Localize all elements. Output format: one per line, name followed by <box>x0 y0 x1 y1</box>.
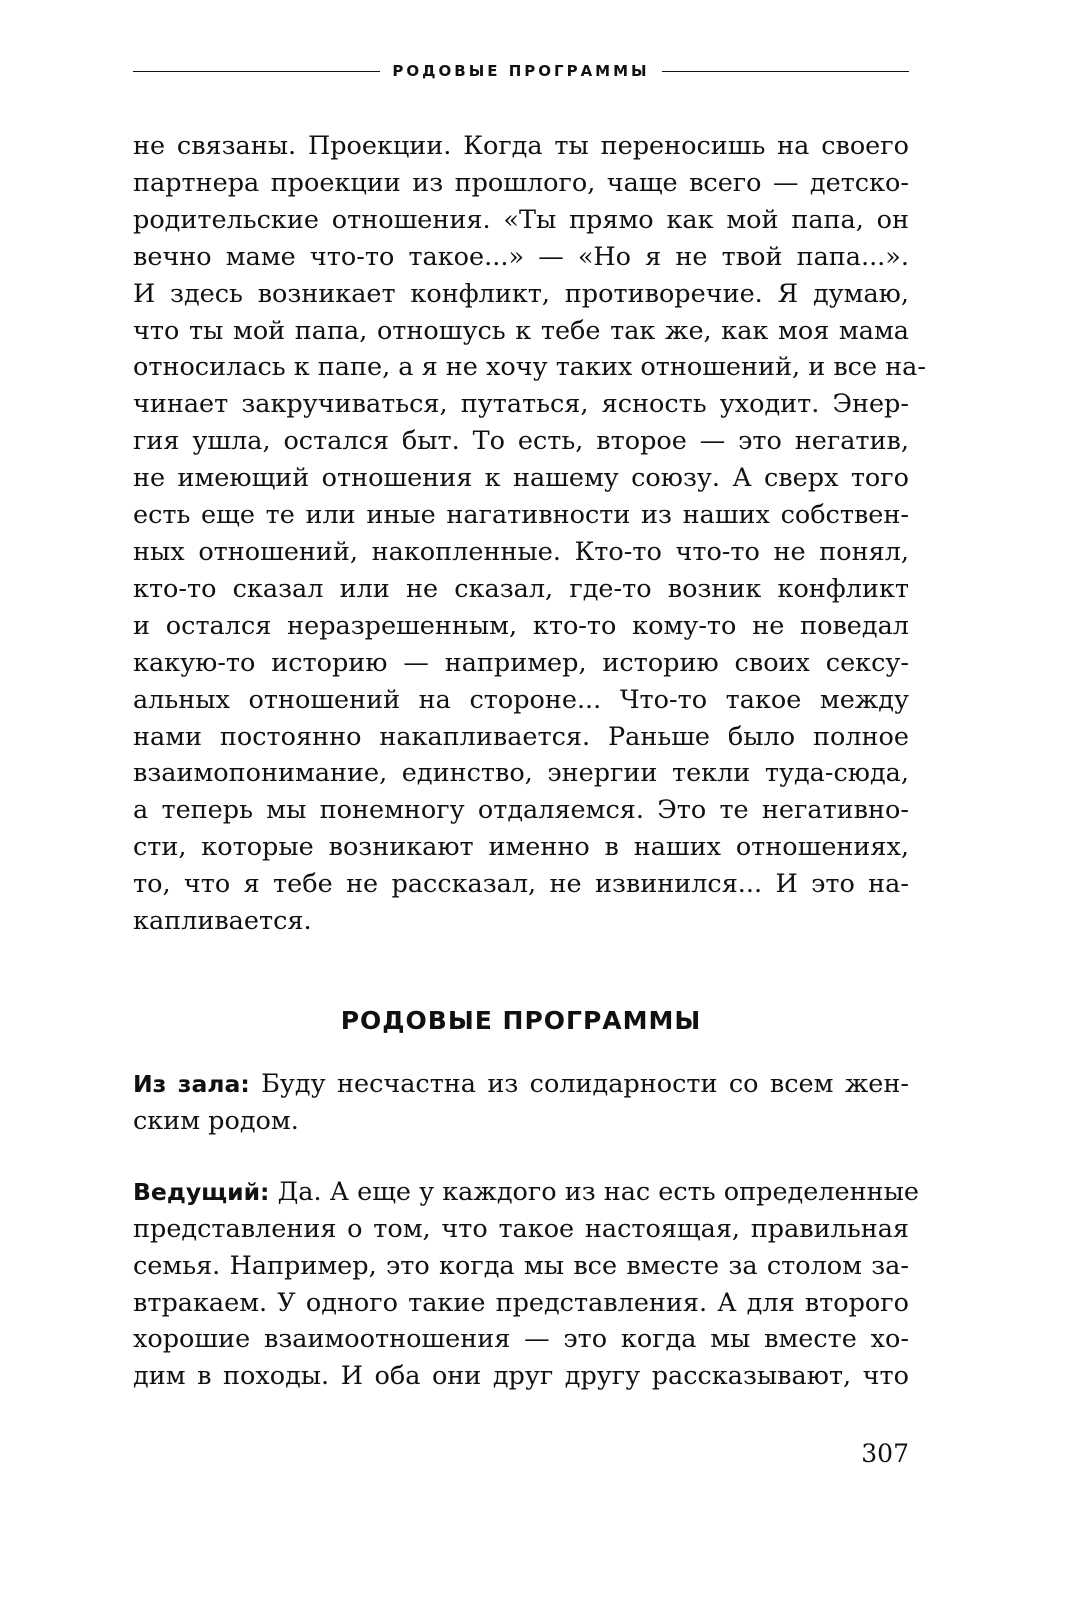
speaker-label: Ведущий: <box>133 1177 270 1206</box>
text-line: кто-то сказал или не сказал, где-то возник конфликт <box>133 573 909 604</box>
text-line: не имеющий отношения к нашему союзу. А сверх того <box>133 463 909 494</box>
page-number: 307 <box>861 1439 909 1468</box>
dialogue <box>133 1066 919 1395</box>
text-line <box>133 1066 909 1103</box>
text-line: партнера проекции из прошлого, чаще всего — детско- <box>133 167 909 198</box>
text-line: ским родом. <box>133 1105 299 1136</box>
text-line: ных отношений, накопленные. Кто-то что-то не понял, <box>133 536 909 567</box>
header-rule-right <box>662 71 909 72</box>
text-line: и остался неразрешенным, кто-то кому-то не поведал <box>133 610 909 641</box>
text-line: родительские отношения. «Ты прямо как мой папа, он <box>133 204 909 235</box>
header-rule-left <box>133 71 380 72</box>
body-text <box>133 128 926 940</box>
text-line: семья. Например, это когда мы все вместе за столом за- <box>133 1250 909 1281</box>
host-remark <box>133 1174 919 1395</box>
text-line: не связаны. Проекции. Когда ты переносишь на своего <box>133 131 909 161</box>
text-line: втракаем. У одного такие представления. А для второго <box>133 1287 909 1318</box>
text-line: представления о том, что такое настоящая, правильная <box>133 1213 909 1244</box>
text-line: нами постоянно накапливается. Раньше было полное <box>133 721 909 752</box>
text-line: какую-то историю — например, историю своих сексу- <box>133 647 909 678</box>
text-line: то, что я тебе не рассказал, не извинился... И это на- <box>133 869 909 900</box>
text-line: взаимопонимание, единство, энергии текли туда-сюда, <box>133 758 909 789</box>
text-line <box>133 1174 919 1211</box>
text-line: что ты мой папа, отношусь к тебе так же, как моя мама <box>133 315 909 346</box>
text-line: И здесь возникает конфликт, противоречие. Я думаю, <box>133 278 909 309</box>
section-heading: РОДОВЫЕ ПРОГРАММЫ <box>340 1006 702 1035</box>
text-line: гия ушла, остался быт. То есть, второе — это негатив, <box>133 426 909 457</box>
text-line: дим в походы. И оба они друг другу рассказывают, что <box>133 1361 909 1392</box>
remark-text: Да. А еще у каждого из нас есть определенные <box>269 1176 919 1207</box>
paragraph-gap <box>133 1140 909 1174</box>
text-line: относилась к папе, а я не хочу таких отношений, и все на- <box>133 352 926 383</box>
text-line: капливается. <box>133 906 312 937</box>
speaker-label: Из зала: <box>133 1070 250 1098</box>
text-line: хорошие взаимоотношения — это когда мы вместе хо- <box>133 1324 909 1355</box>
audience-remark <box>133 1066 909 1140</box>
remark-text: Буду несчастна из солидарности со всем жен- <box>249 1069 909 1099</box>
text-line: вечно маме что-то такое...» — «Но я не твой папа...». <box>133 241 909 272</box>
text-line: а теперь мы понемногу отдаляемся. Это те негативно- <box>133 795 909 826</box>
text-line: чинает закручиваться, путаться, ясность уходит. Энер- <box>133 389 909 420</box>
body-paragraph <box>133 128 926 940</box>
text-line: сти, которые возникают именно в наших отношениях, <box>133 832 909 863</box>
running-header <box>133 62 909 80</box>
running-header-title: РОДОВЫЕ ПРОГРАММЫ <box>392 62 650 80</box>
text-line: есть еще те или иные нагативности из наших собствен- <box>133 500 909 531</box>
text-line: альных отношений на стороне... Что-то такое между <box>133 684 909 715</box>
